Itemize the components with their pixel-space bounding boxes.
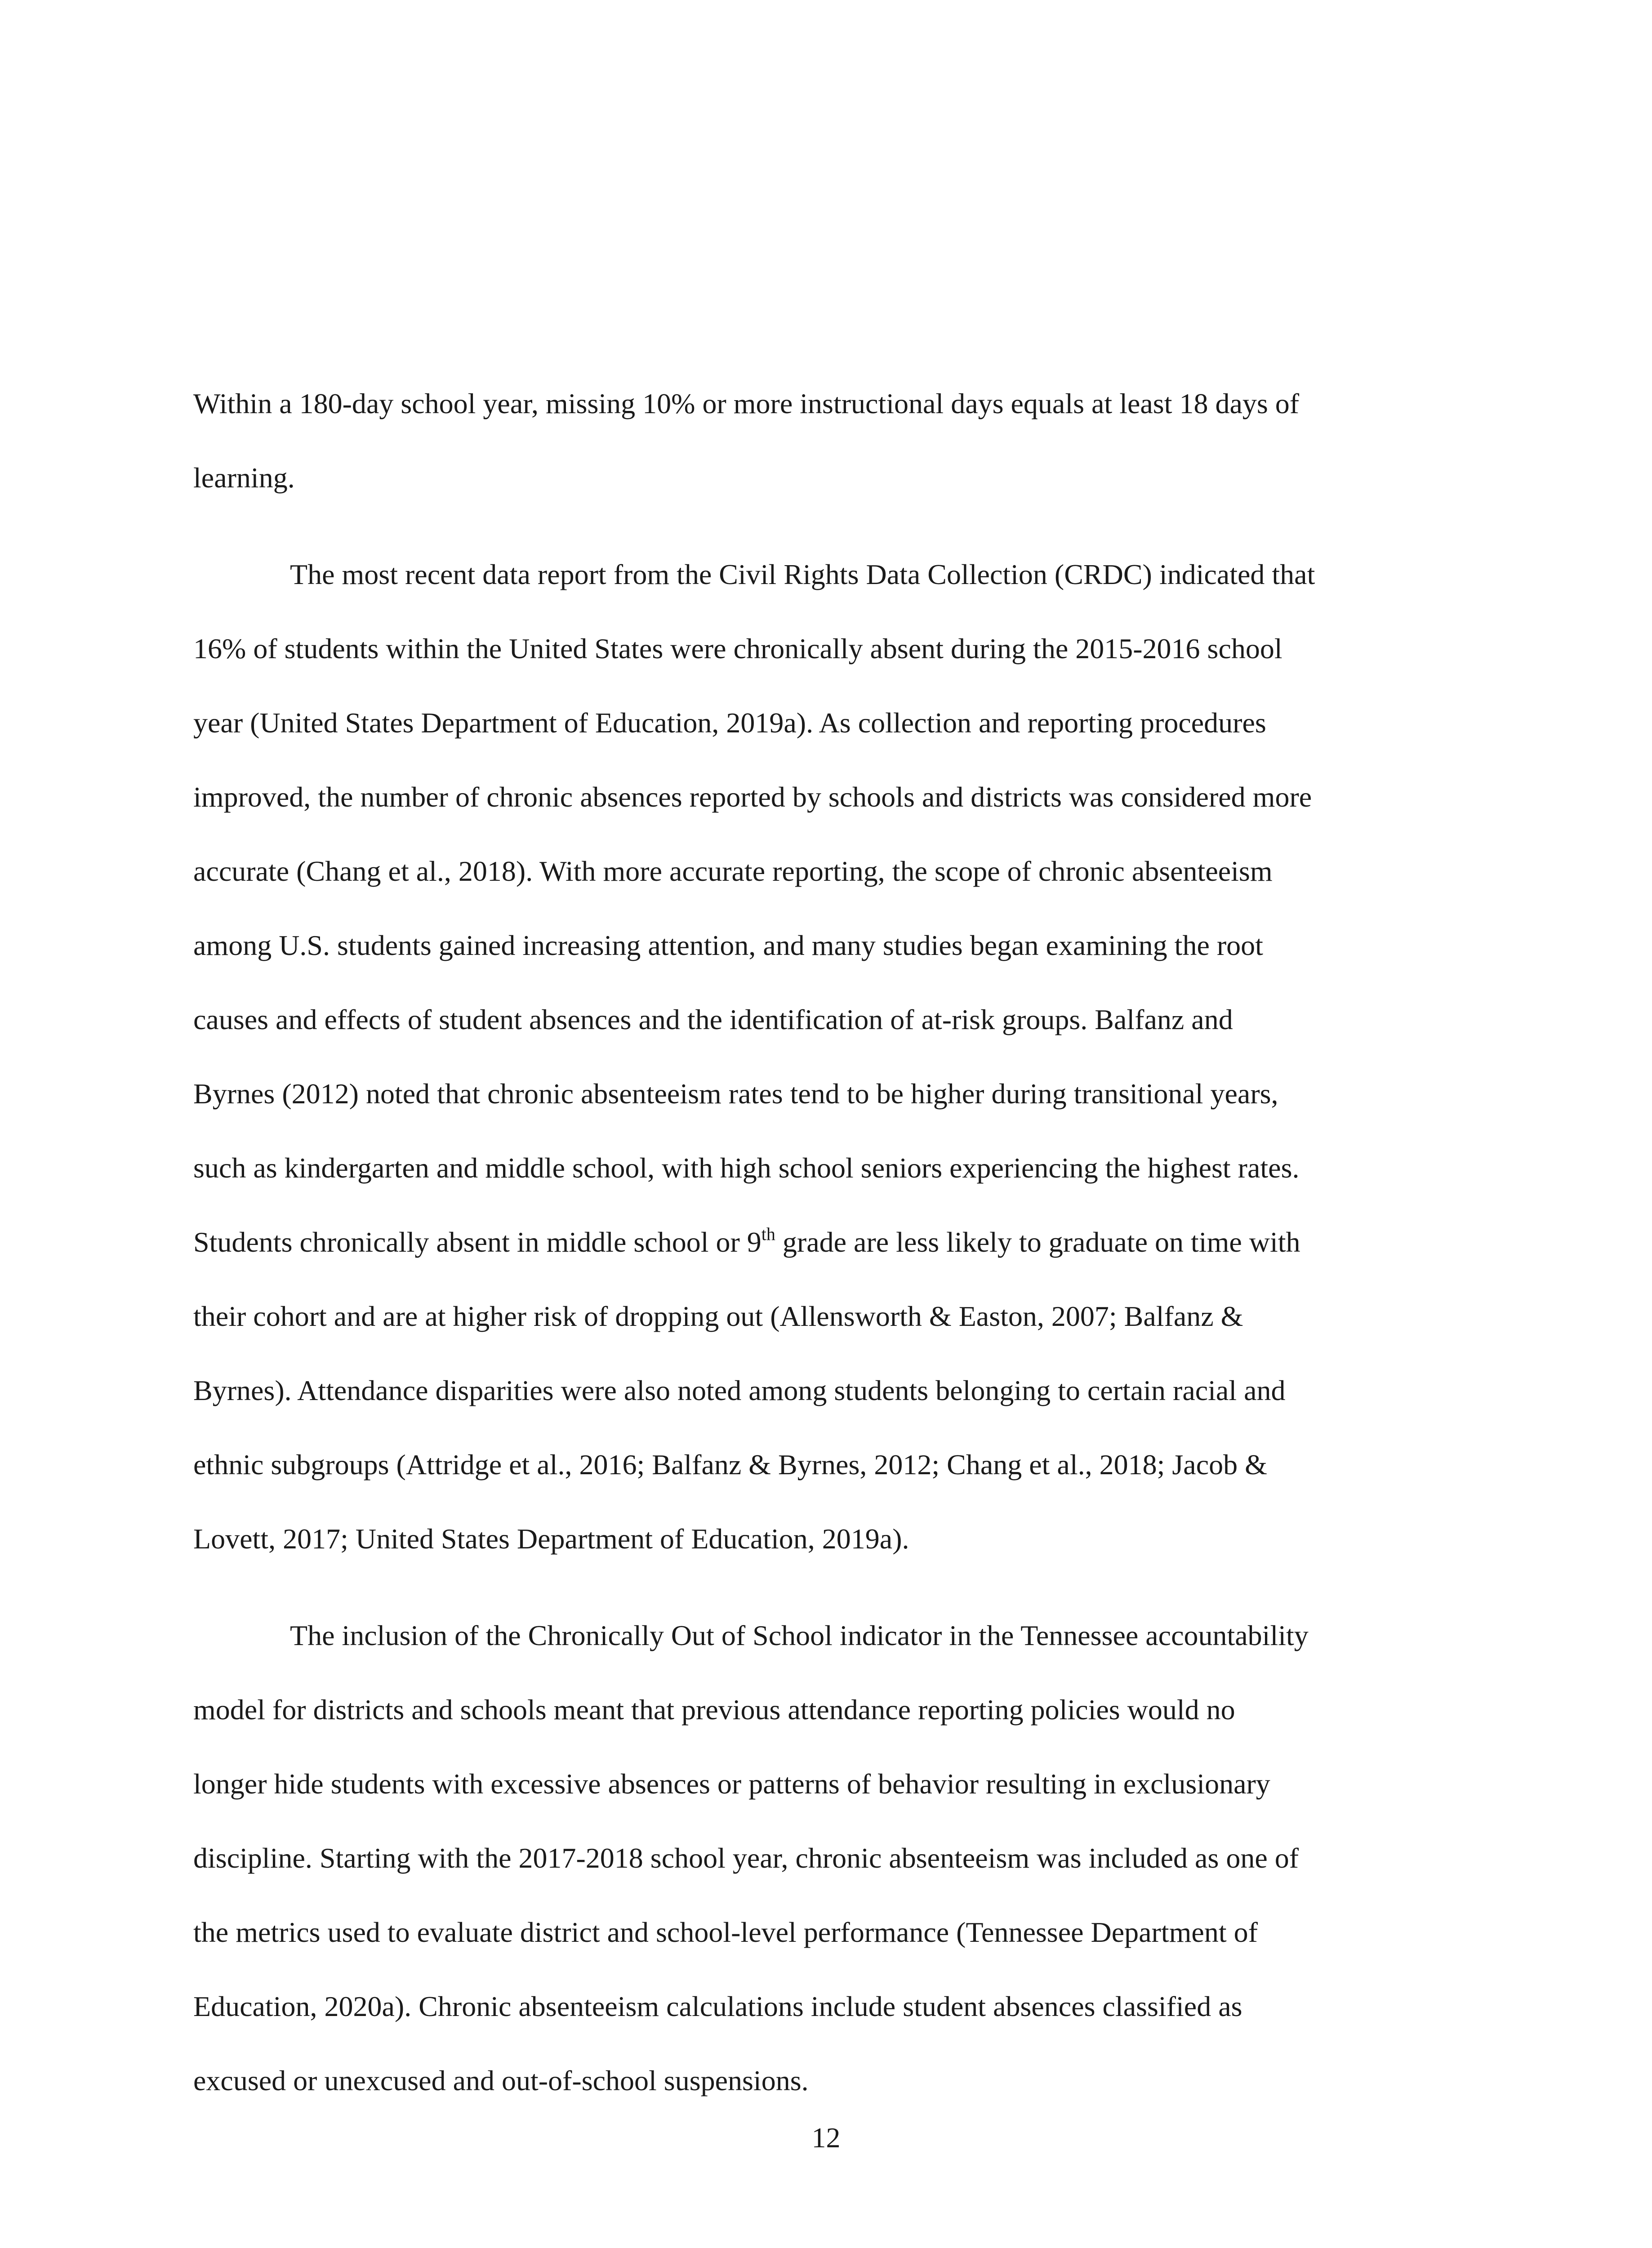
text-line: the metrics used to evaluate district and school-level performance (Tennessee Department of <box>193 1916 1258 1948</box>
paragraph <box>193 1598 1465 2118</box>
text-line: The most recent data report from the Civil Rights Data Collection (CRDC) indicated that <box>290 558 1315 590</box>
paragraph-gap <box>193 1576 1465 1598</box>
text-line: learning. <box>193 462 295 494</box>
body-text <box>193 366 1465 2118</box>
paragraph <box>193 366 1465 515</box>
text-line: among U.S. students gained increasing attention, and many studies began examining the root <box>193 929 1263 961</box>
page-number: 12 <box>811 2122 841 2154</box>
text-line: excused or unexcused and out-of-school suspensions. <box>193 2065 809 2096</box>
line-segment: Students chronically absent in middle school or 9 <box>193 1226 761 1258</box>
text-line: The inclusion of the Chronically Out of School indicator in the Tennessee accountability <box>290 1619 1309 1651</box>
text-line: model for districts and schools meant that previous attendance reporting policies would no <box>193 1694 1235 1726</box>
text-line: Within a 180-day school year, missing 10% or more instructional days equals at least 18 days of <box>193 388 1300 419</box>
text-line: ethnic subgroups (Attridge et al., 2016; Balfanz & Byrnes, 2012; Chang et al., 2018; Jacob & <box>193 1449 1267 1481</box>
text-line: Byrnes (2012) noted that chronic absenteeism rates tend to be higher during transitional years, <box>193 1078 1278 1110</box>
text-line: discipline. Starting with the 2017-2018 school year, chronic absenteeism was included as one of <box>193 1842 1299 1874</box>
text-line: accurate (Chang et al., 2018). With more accurate reporting, the scope of chronic absenteeism <box>193 855 1273 887</box>
text-line: year (United States Department of Education, 2019a). As collection and reporting procedures <box>193 707 1266 739</box>
text-line: such as kindergarten and middle school, with high school seniors experiencing the highest rates. <box>193 1152 1300 1184</box>
text-line <box>193 1205 1465 1279</box>
text-line: Education, 2020a). Chronic absenteeism calculations include student absences classified as <box>193 1990 1242 2022</box>
paragraph-gap <box>193 515 1465 537</box>
text-line: Lovett, 2017; United States Department of Education, 2019a). <box>193 1523 909 1555</box>
text-line: 16% of students within the United States were chronically absent during the 2015-2016 school <box>193 633 1282 665</box>
text-line: causes and effects of student absences and the identification of at-risk groups. Balfanz and <box>193 1004 1233 1035</box>
text-line: improved, the number of chronic absences reported by schools and districts was considered more <box>193 781 1312 813</box>
ordinal-superscript: th <box>761 1224 775 1244</box>
line-segment: grade are less likely to graduate on time with <box>775 1226 1300 1258</box>
text-line: Byrnes). Attendance disparities were also noted among students belonging to certain racial and <box>193 1374 1286 1406</box>
text-line: longer hide students with excessive absences or patterns of behavior resulting in exclusionary <box>193 1768 1270 1800</box>
paragraph <box>193 537 1465 1576</box>
text-line: their cohort and are at higher risk of dropping out (Allensworth & Easton, 2007; Balfanz & <box>193 1300 1243 1332</box>
